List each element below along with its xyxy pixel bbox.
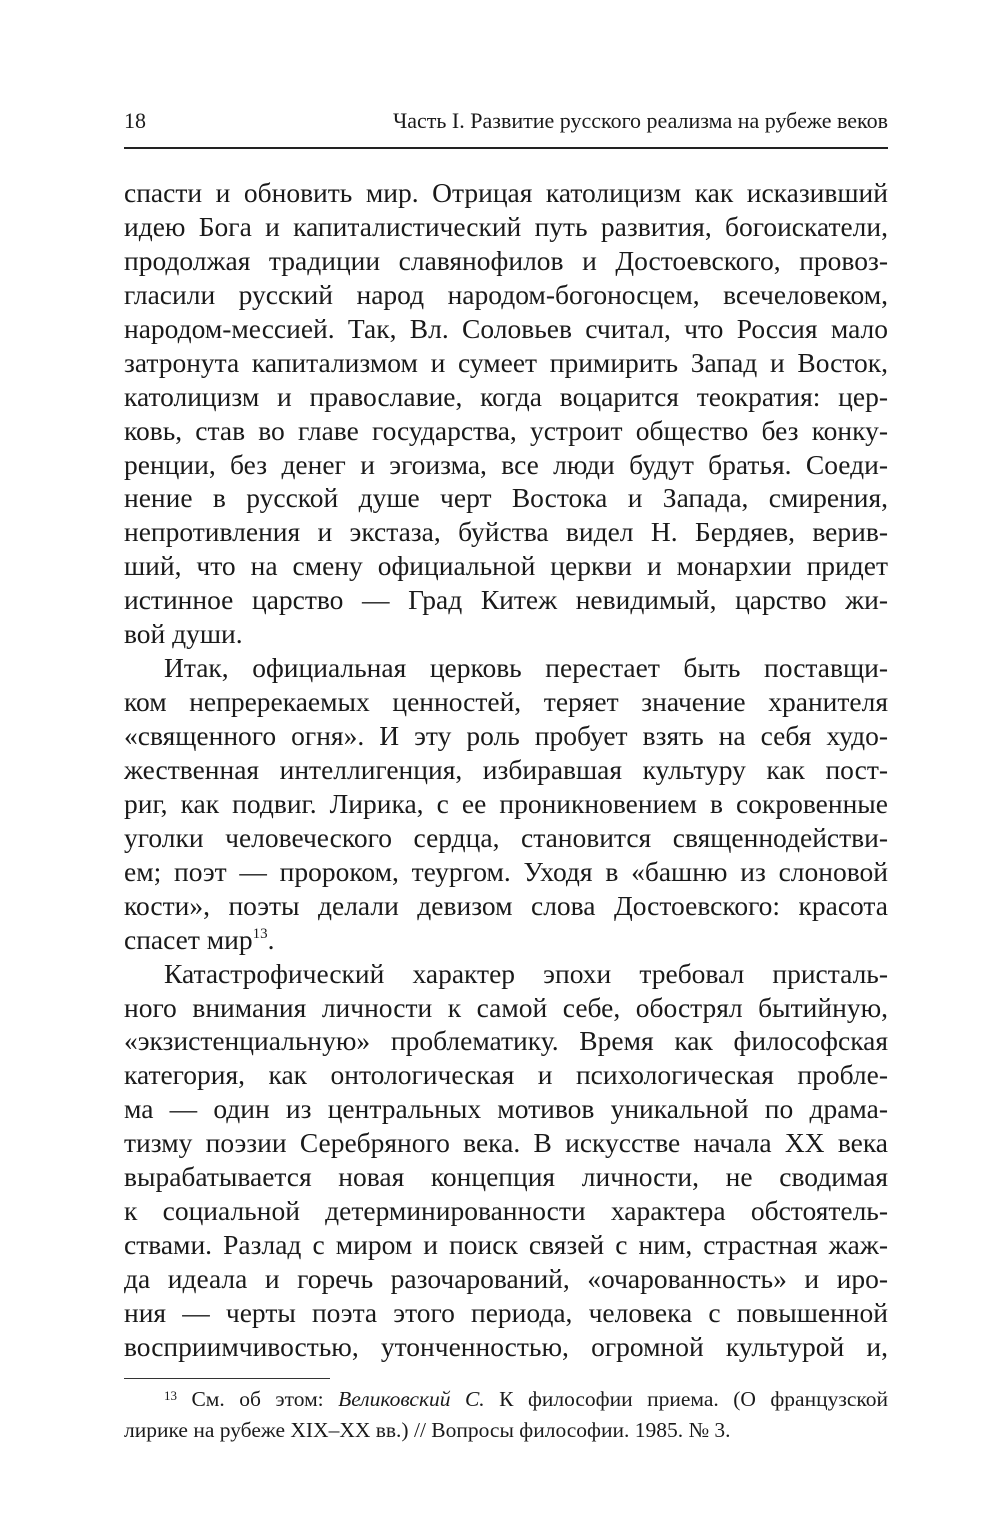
text-line: продолжая традиции славянофилов и Достоевского, провоз- (124, 244, 888, 276)
footnotes (124, 1384, 888, 1446)
text-line: истинное царство — Град Китеж невидимый, царство жи- (124, 584, 888, 616)
footnote-line (124, 1384, 888, 1415)
text-line: Катастрофический характер эпохи требовал присталь- (164, 957, 888, 989)
text-line: ния — черты поэта этого периода, человека с повышенной (124, 1296, 888, 1328)
text-line: да идеала и горечь разочарований, «очарованность» и иро- (124, 1263, 888, 1294)
text-line: непротивления и экстаза, буйства видел Н. Бердяев, верив- (124, 516, 888, 548)
text-line: ствами. Разлад с миром и поиск связей с ним, страстная жаж- (124, 1229, 888, 1261)
footnote-reference[interactable]: 13 (252, 925, 268, 942)
sentence-period: . (267, 923, 275, 955)
text-line: ем; поэт — пророком, теургом. Уходя в «башню из слоновой (124, 855, 888, 887)
text-line: ного внимания личности к самой себе, обострял бытийную, (124, 991, 888, 1023)
text-line: Итак, официальная церковь перестает быть поставщи- (164, 652, 888, 684)
text-line: «священного огня». И эту роль пробует взять на себя худо- (124, 720, 888, 751)
text-line: кости», поэты делали девизом слова Достоевского: красота (124, 889, 888, 921)
text-line: ший, что на смену официальной церкви и монархии придет (124, 550, 888, 582)
text-line: идею Бога и капиталистический путь развития, богоискатели, (124, 210, 888, 242)
text-line: спасти и обновить мир. Отрицая католицизм как исказивший (124, 177, 888, 208)
text-line: ковь, став во главе государства, устроит общество без конку- (124, 414, 888, 446)
text-line: затронута капитализмом и сумеет примирить Запад и Восток, (124, 346, 888, 378)
footnote-author: Великовский С. (338, 1387, 485, 1411)
text-line: «экзистенциальную» проблематику. Время как философская (124, 1025, 888, 1057)
header-divider (124, 147, 888, 149)
text-line-with-footnote (124, 923, 888, 957)
text-line: ма — один из центральных мотивов уникальной по драма- (124, 1093, 888, 1125)
text-line: католицизм и православие, когда воцарится теократия: цер- (124, 380, 888, 412)
text-line: уголки человеческого сердца, становится священнодействи- (124, 821, 888, 853)
text-line: вой души. (124, 618, 243, 650)
text-line: жественная интеллигенция, избиравшая культуру как пост- (124, 753, 888, 785)
footnote-title: К философии приема. (О французской (484, 1387, 888, 1411)
text-line: народом-мессией. Так, Вл. Соловьев считал, что Россия мало (124, 312, 888, 344)
footnote-number: 13 (164, 1388, 177, 1403)
text-line: ренции, без денег и эгоизма, все люди будут братья. Соеди- (124, 448, 888, 480)
text-line: тизму поэзии Серебряного века. В искусстве начала XX века (124, 1127, 888, 1159)
text-line: риг, как подвиг. Лирика, с ее проникновением в сокровенные (124, 787, 888, 819)
text-line: вырабатывается новая концепция личности, не сводимая (124, 1161, 888, 1193)
text-line: нение в русской душе черт Востока и Запада, смирения, (124, 482, 888, 514)
running-title: Часть I. Развитие русского реализма на рубеже веков (392, 108, 888, 133)
text-line: гласили русский народ народом-богоносцем, всечеловеком, (124, 278, 888, 310)
text-line: к социальной детерминированности характера обстоятель- (124, 1195, 888, 1227)
text-line: категория, как онтологическая и психологическая пробле- (124, 1059, 888, 1091)
text-fragment: спасет мир (124, 923, 253, 955)
footnote-line: лирике на рубеже XIX–XX вв.) // Вопросы философии. 1985. № 3. (124, 1418, 731, 1442)
page-header (124, 106, 888, 136)
main-text (124, 176, 888, 1364)
page-number: 18 (124, 108, 146, 133)
footnote-divider (124, 1378, 330, 1379)
text-line: восприимчивостью, утонченностью, огромной культурой и, (124, 1330, 888, 1362)
footnote-intro: См. об этом: (191, 1387, 339, 1411)
text-line: ком непререкаемых ценностей, теряет значение хранителя (124, 686, 888, 718)
